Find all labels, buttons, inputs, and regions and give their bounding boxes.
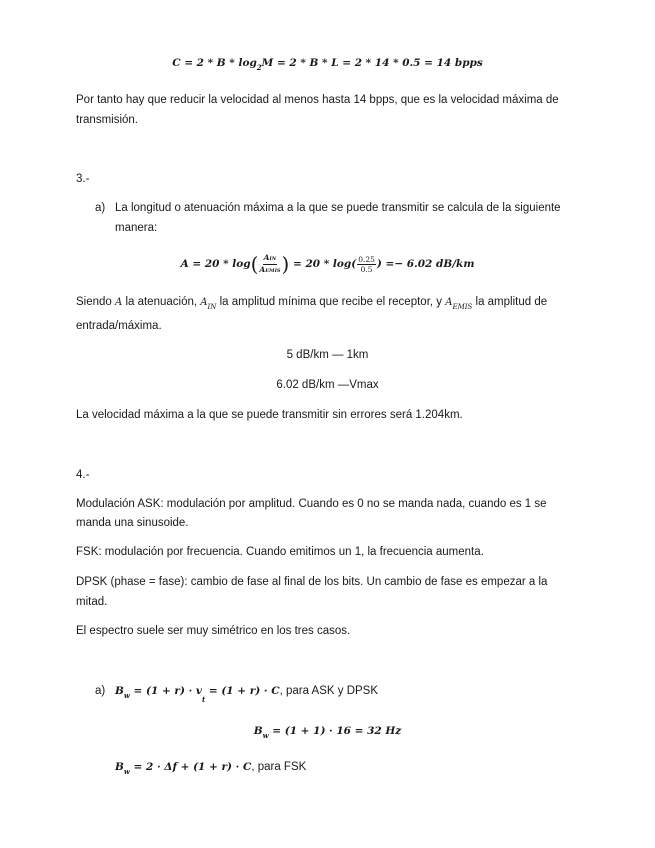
- list-marker-4a: a): [95, 685, 106, 697]
- section-4-heading: 4.-: [76, 469, 90, 481]
- rule-of-three-line1: 5 dB/km — 1km: [286, 349, 369, 361]
- conclusion-3: La velocidad máxima a la que se puede transmitir sin errores será 1.204km.: [76, 409, 463, 421]
- paragraph-reduce-line2: transmisión.: [76, 114, 138, 126]
- item-3a-line2: manera:: [115, 222, 158, 234]
- list-marker-3a: a): [95, 202, 106, 214]
- bandwidth-equation-ask-dpsk: $B_w = (1 + r) \cdot v_t = (1 + r) \cdot C$, para ASK y DPSK: [115, 685, 379, 704]
- item-3a-line1: La longitud o atenuación máxima a la que se puede transmitir se calcula de la siguiente: [115, 202, 561, 214]
- siendo-line2: entrada/máxima.: [76, 320, 162, 332]
- capacity-equation: $C = 2 * B * \log_2M = 2 * B * L = 2 * 14 * 0.5 = 14$ bpps: [172, 57, 483, 72]
- ask-line2: manda una sinusoide.: [76, 517, 189, 529]
- attenuation-equation: A = 20 * log( $\frac{\text{AIN}}{\text{AEMIS}}$ ) = 20 * log( $\frac{0.25}{0.5}$ ) =− 6.02 dB/km: [180, 252, 475, 276]
- section-3-heading: 3.-: [76, 173, 90, 185]
- dpsk-line1: DPSK (phase = fase): cambio de fase al final de los bits. Un cambio de fase es empezar a la: [76, 576, 548, 588]
- siendo-line1: Siendo A la atenuación, $A_{IN}$ la amplitud mínima que recibe el receptor, y $A_{EMIS}$ la amplitud de: [76, 296, 548, 311]
- fsk-line: FSK: modulación por frecuencia. Cuando emitimos un 1, la frecuencia aumenta.: [76, 546, 484, 558]
- rule-of-three-line2: 6.02 dB/km —Vmax: [276, 379, 379, 391]
- bandwidth-equation-fsk: $B_w = 2 \cdot \Delta f + (1 + r) \cdot C$, para FSK: [115, 761, 307, 776]
- ask-line1: Modulación ASK: modulación por amplitud. Cuando es 0 no se manda nada, cuando es 1 se: [76, 498, 547, 510]
- dpsk-line2: mitad.: [76, 596, 108, 608]
- bandwidth-equation-numeric: $B_w = (1 + 1) \cdot 16 = 32$ Hz: [253, 725, 402, 740]
- spectrum-line: El espectro suele ser muy simétrico en los tres casos.: [76, 625, 351, 637]
- paragraph-reduce-line1: Por tanto hay que reducir la velocidad al menos hasta 14 bpps, que es la velocidad máxima de: [76, 94, 559, 106]
